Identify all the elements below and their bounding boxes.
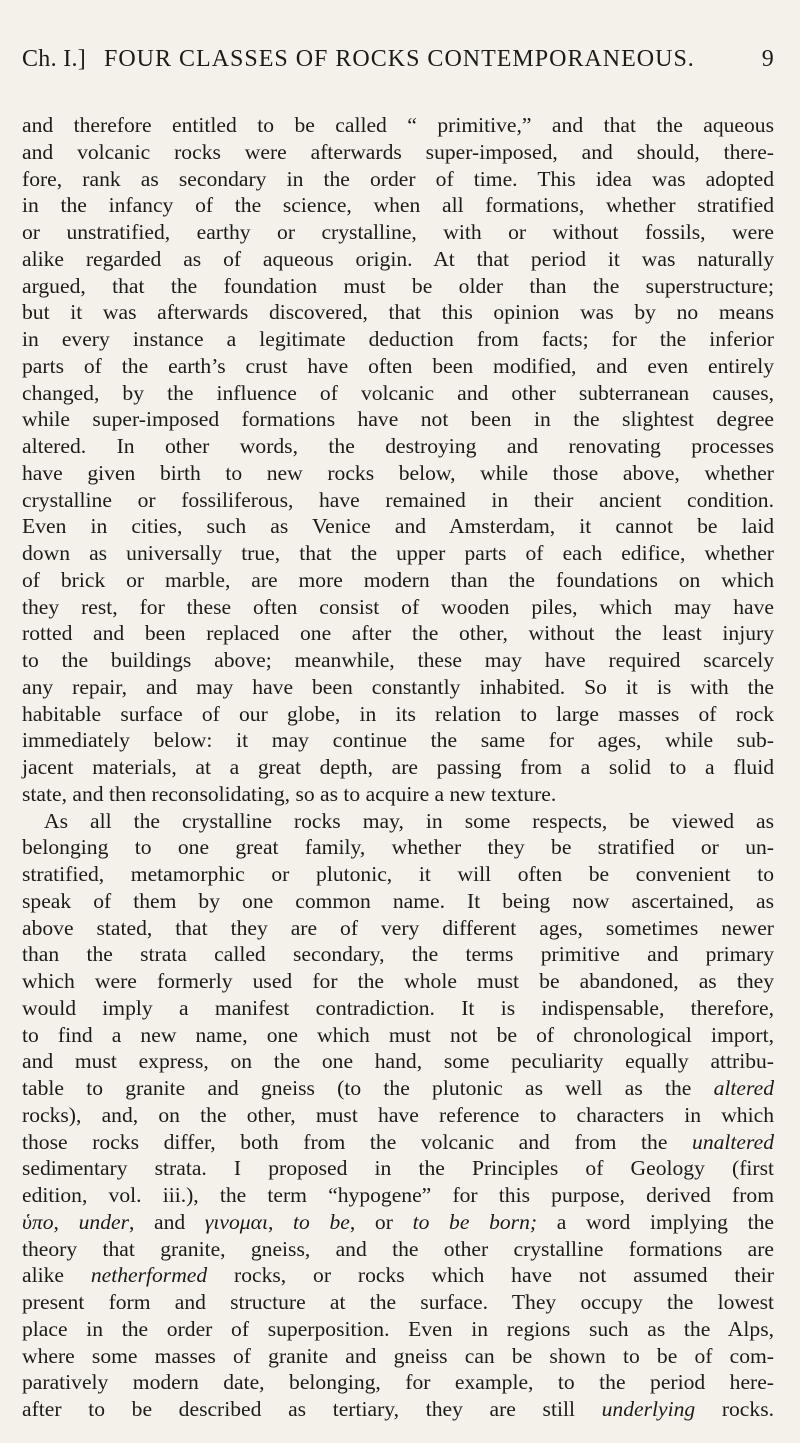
- text-line: [22, 246, 774, 273]
- text-segment: or unstratified, earthy or crystalline, with or without fossils, were: [22, 220, 774, 244]
- text-line: [22, 540, 774, 567]
- text-segment: have given birth to new rocks below, while those above, whether: [22, 460, 774, 485]
- text-segment: they rest, for these often consist of wooden piles, which may have: [22, 594, 774, 619]
- text-segment: any repair, and may have been constantly inhabited. So it is with the: [22, 674, 774, 699]
- text-line: [22, 834, 774, 861]
- text-line: [22, 326, 774, 353]
- text-segment: changed, by the influence of volcanic and other subterranean causes,: [22, 380, 774, 405]
- text-segment: altered. In other words, the destroying and renovating processes: [22, 434, 774, 458]
- text-segment: paratively modern date, belonging, for example, to the period here-: [22, 1370, 774, 1395]
- italic-term: under: [78, 1209, 129, 1234]
- text-segment: than the strata called secondary, the terms primitive and primary: [22, 942, 774, 967]
- text-segment: rocks, or rocks which have not assumed their: [207, 1263, 774, 1288]
- text-segment: immediately below: it may continue the same for ages, while sub-: [22, 728, 774, 753]
- text-line: [22, 1209, 774, 1236]
- text-segment: edition, vol. iii.), the term “hypogene” for this purpose, derived from: [22, 1183, 774, 1207]
- text-line: [22, 1022, 774, 1049]
- text-line: [22, 513, 774, 540]
- text-line: [22, 1289, 774, 1316]
- text-line: [22, 487, 774, 514]
- text-line: [22, 861, 774, 888]
- text-line: [22, 1262, 774, 1289]
- text-segment: to find a new name, one which must not be of chronological import,: [22, 1022, 774, 1047]
- italic-term: γινομαι: [204, 1209, 268, 1234]
- text-line: [22, 112, 774, 139]
- running-title: FOUR CLASSES OF ROCKS CONTEMPORANEOUS.: [104, 46, 695, 72]
- text-line: [22, 1396, 774, 1423]
- italic-term: underlying: [601, 1397, 696, 1421]
- text-segment: in every instance a legitimate deduction from facts; for the inferior: [22, 327, 774, 351]
- text-segment: while super-imposed formations have not been in the slightest degree: [22, 407, 774, 432]
- text-segment: belonging to one great family, whether they be stratified or un-: [22, 835, 774, 860]
- text-line: [22, 1316, 774, 1343]
- text-segment: argued, that the foundation must be older than the superstructure;: [22, 273, 774, 298]
- text-segment: of brick or marble, are more modern than the foundations on which: [22, 567, 774, 592]
- text-segment: jacent materials, at a great depth, are passing from a solid to a fluid: [22, 755, 774, 779]
- text-segment: rocks.: [695, 1397, 774, 1421]
- text-line: [22, 1369, 774, 1396]
- text-segment: those rocks differ, both from the volcanic and from the: [22, 1129, 693, 1154]
- text-line: [22, 647, 774, 674]
- text-segment: would imply a manifest contradiction. It is indispensable, therefore,: [22, 995, 774, 1020]
- text-segment: where some masses of granite and gneiss can be shown to be of com-: [22, 1343, 774, 1368]
- text-line: [22, 995, 774, 1022]
- chapter-label: Ch. I.]: [22, 46, 87, 72]
- text-line: [22, 1048, 774, 1075]
- text-line: [22, 968, 774, 995]
- text-segment: to the buildings above; meanwhile, these may have required scarcely: [22, 648, 774, 672]
- text-line: [22, 915, 774, 942]
- italic-term: netherformed: [90, 1263, 208, 1288]
- text-segment: after to be described as tertiary, they are still: [22, 1397, 602, 1421]
- text-line: [22, 567, 774, 594]
- text-line: [22, 219, 774, 246]
- text-line: [22, 674, 774, 701]
- italic-term: altered: [713, 1076, 774, 1100]
- text-segment: a word implying the: [537, 1209, 775, 1234]
- text-segment: sedimentary strata. I proposed in the Principles of Geology (first: [22, 1156, 774, 1181]
- text-segment: stratified, metamorphic or plutonic, it will often be convenient to: [22, 862, 774, 886]
- text-segment: place in the order of superposition. Even in regions such as the Alps,: [22, 1316, 774, 1341]
- text-line: [22, 1236, 774, 1263]
- text-segment: crystalline or fossiliferous, have remained in their ancient condition.: [22, 487, 774, 512]
- text-segment: theory that granite, gneiss, and the other crystalline formations are: [22, 1236, 774, 1261]
- text-line: [22, 594, 774, 621]
- text-segment: present form and structure at the surface. They occupy the lowest: [22, 1290, 774, 1314]
- text-line: [22, 353, 774, 380]
- text-segment: alike: [22, 1263, 91, 1288]
- text-line: [22, 1343, 774, 1370]
- text-segment: table to granite and gneiss (to the plutonic as well as the: [22, 1076, 714, 1100]
- text-segment: parts of the earth’s crust have often been modified, and even entirely: [22, 353, 774, 378]
- text-segment: in the infancy of the science, when all formations, whether stratified: [22, 193, 774, 218]
- text-segment: above stated, that they are of very different ages, sometimes newer: [22, 915, 774, 940]
- text-segment: state, and then reconsolidating, so as to acquire a new texture.: [22, 781, 557, 806]
- text-line: [22, 299, 774, 326]
- text-line: [22, 273, 774, 300]
- text-segment: which were formerly used for the whole must be abandoned, as they: [22, 969, 774, 993]
- text-line: [22, 192, 774, 219]
- italic-term: to be born;: [412, 1209, 538, 1234]
- text-segment: fore, rank as secondary in the order of time. This idea was adopted: [22, 166, 774, 191]
- running-head: [22, 46, 774, 86]
- text-segment: but it was afterwards discovered, that this opinion was by no means: [22, 300, 774, 325]
- text-segment: ,: [53, 1209, 79, 1234]
- body-text: [22, 112, 774, 1423]
- italic-term: to be: [293, 1209, 350, 1234]
- text-segment: speak of them by one common name. It being now ascertained, as: [22, 888, 774, 913]
- text-line: [22, 460, 774, 487]
- text-line: [22, 1129, 774, 1156]
- text-segment: , and: [128, 1209, 205, 1234]
- text-line: [22, 754, 774, 781]
- text-line: [22, 1155, 774, 1182]
- text-line: [22, 781, 774, 808]
- text-line: [22, 941, 774, 968]
- text-line: [22, 139, 774, 166]
- text-line: [22, 433, 774, 460]
- page-number: 9: [761, 46, 774, 72]
- italic-term: ὑπο: [22, 1209, 54, 1234]
- text-segment: and volcanic rocks were afterwards super-imposed, and should, there-: [22, 139, 774, 164]
- text-line: [22, 1102, 774, 1129]
- text-segment: Even in cities, such as Venice and Amsterdam, it cannot be laid: [22, 514, 774, 539]
- book-page: [22, 0, 774, 1423]
- text-segment: and must express, on the one hand, some peculiarity equally attribu-: [22, 1049, 774, 1074]
- text-segment: As all the crystalline rocks may, in some respects, be viewed as: [44, 808, 774, 833]
- text-line: [22, 380, 774, 407]
- text-line: [22, 166, 774, 193]
- text-segment: rocks), and, on the other, must have reference to characters in which: [22, 1102, 774, 1127]
- text-segment: habitable surface of our globe, in its relation to large masses of rock: [22, 701, 774, 726]
- text-segment: and therefore entitled to be called “ primitive,” and that the aqueous: [22, 113, 774, 137]
- text-line: [22, 808, 774, 835]
- italic-term: unaltered: [692, 1129, 774, 1154]
- text-segment: , or: [349, 1209, 413, 1234]
- text-line: [22, 1075, 774, 1102]
- text-segment: alike regarded as of aqueous origin. At that period it was naturally: [22, 246, 774, 271]
- text-line: [22, 1182, 774, 1209]
- text-line: [22, 727, 774, 754]
- text-segment: rotted and been replaced one after the other, without the least injury: [22, 621, 774, 646]
- text-line: [22, 888, 774, 915]
- text-segment: down as universally true, that the upper parts of each edifice, whether: [22, 541, 774, 565]
- text-line: [22, 620, 774, 647]
- text-segment: ,: [267, 1209, 294, 1234]
- text-line: [22, 406, 774, 433]
- text-line: [22, 701, 774, 728]
